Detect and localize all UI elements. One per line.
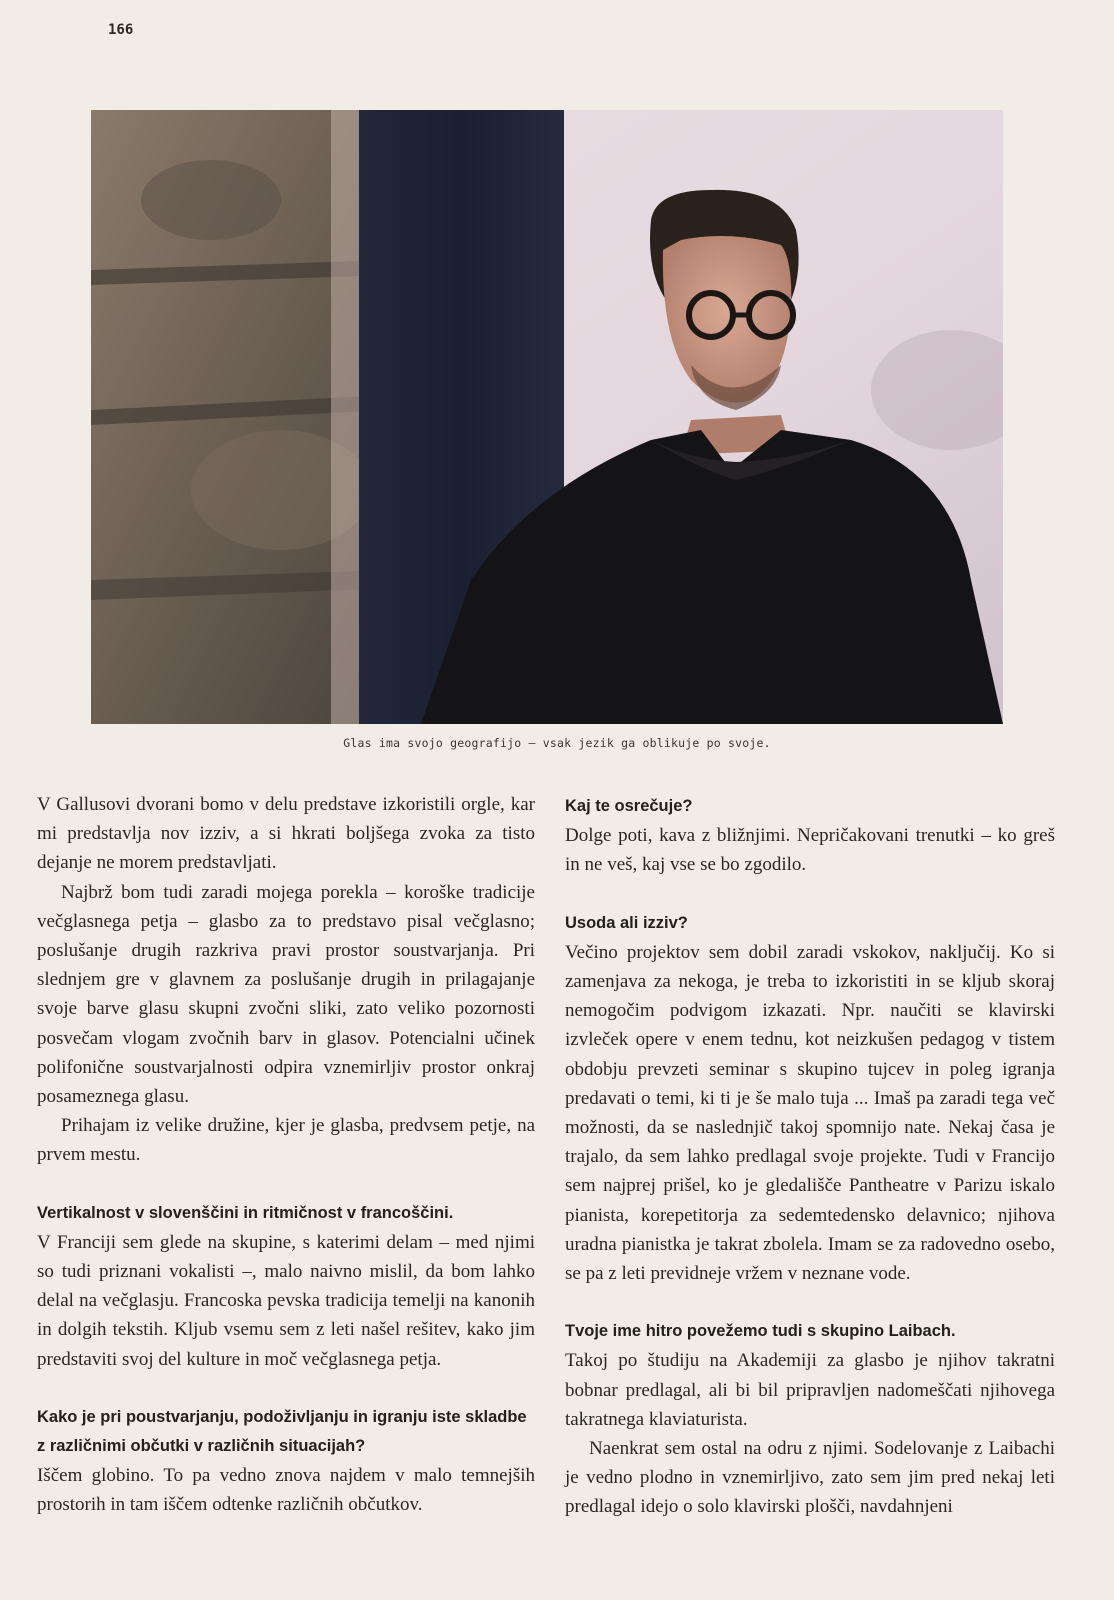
paragraph: Prihajam iz velike družine, kjer je glasba, predvsem petje, na prvem mestu. [37,1115,535,1166]
paragraph: Dolge poti, kava z bližnjimi. Nepričakovani trenutki – ko greš in ne veš, kaj vse se bo zgodilo. [565,825,1055,876]
question-heading: Vertikalnost v slovenščini in ritmičnost v francoščini. [37,1203,454,1222]
paragraph: V Gallusovi dvorani bomo v delu predstave izkoristili orgle, kar mi predstavlja nov izziv, a si hkrati boljšega zvoka za tisto dejanje ne morem predstavljati. [37,794,535,874]
portrait-photo-icon [91,110,1003,724]
photo-caption: Glas ima svojo geografijo – vsak jezik ga oblikuje po svoje. [343,736,771,750]
question-heading: Tvoje ime hitro povežemo tudi s skupino Laibach. [565,1322,956,1341]
question-heading: Kako je pri poustvarjanju, podoživljanju in igranju iste skladbe z različnimi občutki v različnih situacijah? [37,1407,527,1456]
left-column [37,790,535,1520]
question-heading: Kaj te osrečuje? [565,797,693,815]
paragraph: Iščem globino. To pa vedno znova najdem v malo temnejših prostorih in tam iščem odtenke različnih občutkov. [37,1465,535,1516]
portrait-photo [91,110,1003,724]
paragraph: Naenkrat sem ostal na odru z njimi. Sodelovanje z Laibachi je vedno plodno in vznemirljivo, zato sem jim pred nekaj leti predlagal idejo o solo klavirski plošči, navdahnjeni [565,1438,1055,1518]
paragraph: Najbrž bom tudi zaradi mojega porekla – koroške tradicije večglasnega petja – glasbo za to predstavo pisal večglasno; poslušanje drugih razkriva pravi prostor soustvarjanja. Pri slednjem gre v glavnem za poslušanje drugih in prilagajanje svoje barve glasu skupni zvočni sliki, zato veliko pozornosti posvečam vlogam zvočnih barv in glasov. Potencialni učinek polifonične soustvarjalnosti odpira vznemirljiv prostor onkraj posameznega glasu. [37,881,535,1108]
question-heading: Usoda ali izziv? [565,913,688,932]
paragraph: Takoj po študiju na Akademiji za glasbo je njihov takratni bobnar predlagal, ali bi bil pripravljen nadomeščati njihovega takratnega klaviaturista. [565,1350,1055,1430]
paragraph: V Franciji sem glede na skupine, s katerimi delam – med njimi so tudi priznani vokalisti –, malo naivno mislil, da bom lahko delal na večglasju. Francoska pevska tradicija temelji na kanonih in dolgih tekstih. Kljub vsemu sem z leti našel rešitev, kako jim predstaviti svoj del kulture in moč večglasnega petja. [37,1231,535,1370]
page-number: 166 [108,22,134,38]
paragraph: Večino projektov sem dobil zaradi vskokov, naključij. Ko si zamenjava za nekoga, je treba to izkoristiti in se kljub skoraj nemogočim podvigom izkazati. Npr. naučiti se klavirski izvleček opere v enem tednu, kot neizkušen pedagog v tistem obdobju prevzeti seminar s skupino tujcev in poleg igranja predavati o temi, ki ti je še malo tuja ... Imaš pa zaradi tega več možnosti, da se naslednjič takoj spomnijo nate. Nekaj časa je trajalo, da sem lahko predlagal svoje projekte. Tudi v Francijo sem najprej prišel, ko je gledališče Pantheatre v Parizu iskalo pianista, korepetitorja za sedemtedensko delavnico; njihova uradna pianistka je takrat zbolela. Imam se za radovedno osebo, se pa z leti previdneje vržem v neznane vode. [565,941,1055,1285]
right-column [565,792,1055,1522]
